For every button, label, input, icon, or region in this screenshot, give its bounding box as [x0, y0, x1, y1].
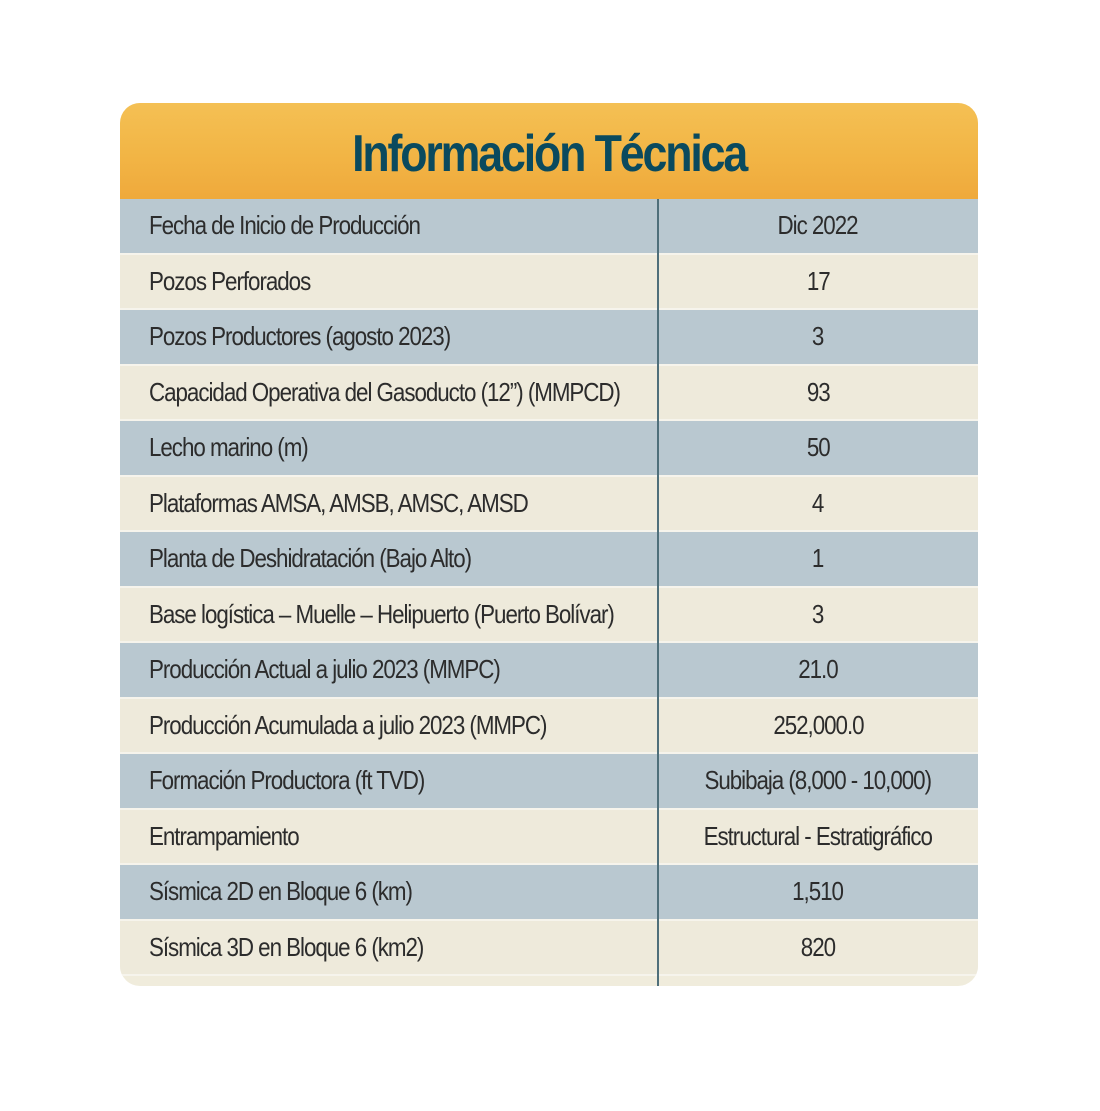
table-row — [120, 310, 978, 366]
table-row — [120, 421, 978, 477]
row-label: Capacidad Operativa del Gasoducto (12”) (MMPCD) — [149, 376, 620, 407]
table-row — [120, 865, 978, 921]
row-label: Sísmica 2D en Bloque 6 (km) — [149, 876, 412, 907]
row-label: Entrampamiento — [149, 820, 299, 851]
table-row — [120, 366, 978, 422]
row-value: Subibaja (8,000 - 10,000) — [704, 765, 932, 796]
row-value: 820 — [800, 931, 836, 962]
row-label: Sísmica 3D en Bloque 6 (km2) — [149, 931, 424, 962]
technical-info-card — [120, 103, 978, 986]
table-row — [120, 477, 978, 533]
row-value: 3 — [812, 321, 824, 352]
row-value: Estructural - Estratigráfico — [703, 820, 933, 851]
row-label: Producción Actual a julio 2023 (MMPC) — [149, 654, 500, 685]
row-value: 3 — [812, 598, 824, 629]
row-value: 252,000.0 — [772, 709, 864, 740]
table-row — [120, 643, 978, 699]
table-row — [120, 699, 978, 755]
table-row — [120, 532, 978, 588]
row-label: Fecha de Inicio de Producción — [149, 210, 420, 241]
row-value: 4 — [812, 487, 824, 518]
row-value: 50 — [806, 432, 830, 463]
table-row — [120, 754, 978, 810]
row-value: 21.0 — [798, 654, 838, 685]
row-value: Dic 2022 — [777, 210, 859, 241]
row-label: Plataformas AMSA, AMSB, AMSC, AMSD — [149, 487, 528, 518]
row-label: Planta de Deshidratación (Bajo Alto) — [149, 543, 472, 574]
table-row — [120, 588, 978, 644]
row-value: 93 — [806, 376, 830, 407]
table-row — [120, 921, 978, 977]
row-label: Pozos Perforados — [149, 265, 311, 296]
row-label: Producción Acumulada a julio 2023 (MMPC) — [149, 709, 547, 740]
table-row — [120, 255, 978, 311]
row-label: Formación Productora (ft TVD) — [149, 765, 425, 796]
row-value: 1,510 — [792, 876, 844, 907]
card-header — [120, 103, 978, 199]
info-table — [120, 199, 978, 976]
card-title: Información Técnica — [351, 125, 747, 183]
table-row — [120, 810, 978, 866]
table-row — [120, 199, 978, 255]
row-label: Lecho marino (m) — [149, 432, 308, 463]
row-label: Pozos Productores (agosto 2023) — [149, 321, 451, 352]
row-label: Base logística – Muelle – Helipuerto (Puerto Bolívar) — [149, 598, 614, 629]
column-divider — [657, 199, 659, 986]
row-value: 1 — [812, 543, 824, 574]
row-value: 17 — [806, 265, 830, 296]
